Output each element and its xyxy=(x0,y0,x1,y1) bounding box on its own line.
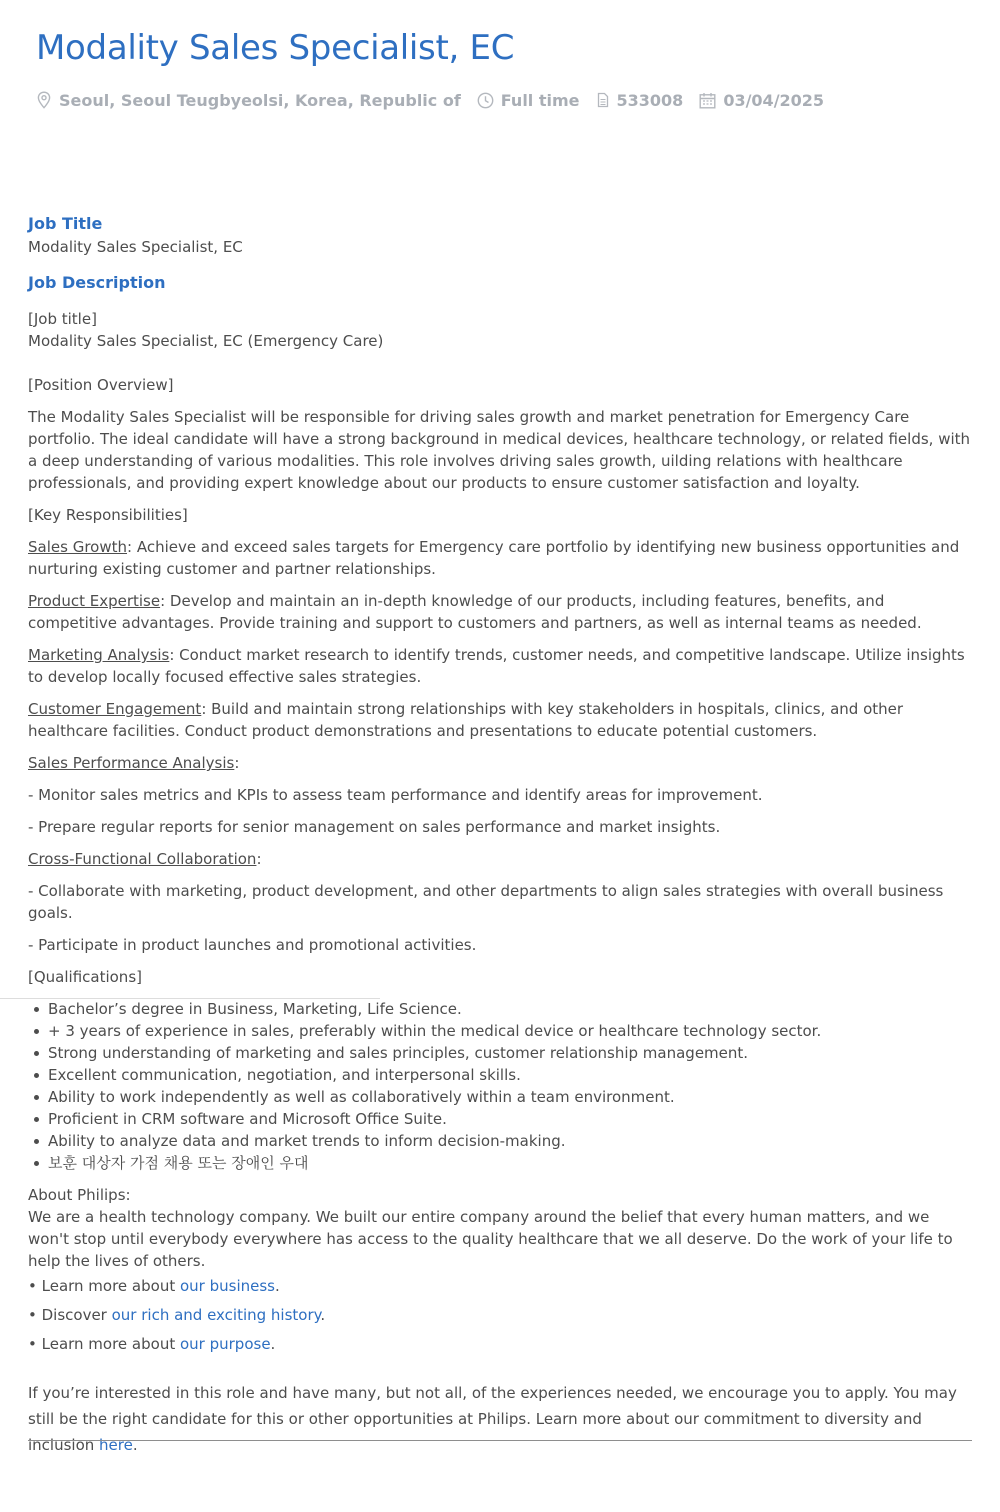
qualifications-label: [Qualifications] xyxy=(28,968,142,986)
responsibility-text: : Conduct market research to identify trends, customer needs, and competitive landscape. Utilize insights to develop locally focused effective sales strategies. xyxy=(28,646,965,686)
learn-more-prefix: • Discover xyxy=(28,1306,112,1324)
job-title-full: Modality Sales Specialist, EC (Emergency Care) xyxy=(28,332,384,350)
calendar-icon xyxy=(699,92,716,109)
learn-more-suffix: . xyxy=(274,1277,280,1295)
learn-more-suffix: . xyxy=(320,1306,326,1324)
learn-more-prefix: • Learn more about xyxy=(28,1277,180,1295)
responsibility-item xyxy=(28,698,972,742)
qualification-item: Strong understanding of marketing and sales principles, customer relationship management. xyxy=(28,1042,972,1064)
position-overview-text: The Modality Sales Specialist will be responsible for driving sales growth and market penetration for Emergency Care portfolio. The ideal candidate will have a strong background in medical devices, healthcare technology, or related fields, with a deep understanding of various modalities. This role involves driving sales growth, uilding relations with healthcare professionals, and providing expert knowledge about our products to ensure customer satisfaction and loyalty. xyxy=(28,408,971,492)
meta-employment-type-text: Full time xyxy=(500,90,580,110)
sales-performance-item: - Monitor sales metrics and KPIs to assess team performance and identify areas for improvement. xyxy=(28,786,763,804)
meta-location-text: Seoul, Seoul Teugbyeolsi, Korea, Republic of xyxy=(59,90,461,110)
position-overview-label: [Position Overview] xyxy=(28,376,174,394)
qualification-item: Ability to work independently as well as collaboratively within a team environment. xyxy=(28,1086,972,1108)
responsibility-text: : Develop and maintain an in-depth knowledge of our products, including features, benefits, and competitive advantages. Provide training and support to customers and partners, as well as internal teams as needed. xyxy=(28,592,922,632)
closing-text: If you’re interested in this role and have many, but not all, of the experiences needed, we encourage you to apply. You may still be the right candidate for this or other opportunities at Philips. Learn more about our commitment to diversity and inclusion xyxy=(28,1384,957,1454)
cross-functional-item: - Collaborate with marketing, product development, and other departments to align sales strategies with overall business goals. xyxy=(28,882,944,922)
meta-date-text: 03/04/2025 xyxy=(723,90,825,110)
job-meta-row xyxy=(36,88,840,112)
responsibility-text: : Achieve and exceed sales targets for Emergency care portfolio by identifying new business opportunities and nurturing existing customer and partner relationships. xyxy=(28,538,960,578)
closing-suffix: . xyxy=(132,1436,138,1454)
qualification-item: Excellent communication, negotiation, and interpersonal skills. xyxy=(28,1064,972,1086)
responsibility-term: Customer Engagement xyxy=(28,700,202,718)
meta-job-id xyxy=(596,91,684,110)
meta-location xyxy=(36,91,461,110)
location-pin-icon xyxy=(36,91,52,109)
learn-more-prefix: • Learn more about xyxy=(28,1335,180,1353)
learn-more-item xyxy=(28,1333,972,1355)
sales-performance-heading xyxy=(28,752,972,774)
responsibility-item xyxy=(28,590,972,634)
qualifications-list xyxy=(28,998,972,1174)
bottom-divider xyxy=(28,1440,972,1441)
closing-paragraph xyxy=(28,1380,972,1458)
job-title-value: Modality Sales Specialist, EC xyxy=(28,238,243,256)
responsibility-term: Product Expertise xyxy=(28,592,161,610)
qualification-item: 보훈 대상자 가점 채용 또는 장애인 우대 xyxy=(28,1152,972,1174)
responsibility-text: : Build and maintain strong relationships with key stakeholders in hospitals, clinics, and other healthcare facilities. Conduct product demonstrations and presentations to educate potential customers. xyxy=(28,700,904,740)
learn-more-item xyxy=(28,1304,972,1326)
clock-icon xyxy=(477,92,494,109)
responsibility-term: Marketing Analysis xyxy=(28,646,170,664)
learn-more-suffix: . xyxy=(270,1335,276,1353)
history-link[interactable]: our rich and exciting history xyxy=(111,1306,321,1324)
sales-performance-term: Sales Performance Analysis xyxy=(28,754,235,772)
qualification-item: Bachelor’s degree in Business, Marketing, Life Science. xyxy=(28,998,972,1020)
cross-functional-suffix: : xyxy=(256,850,262,868)
meta-job-id-text: 533008 xyxy=(616,90,684,110)
overlay-line xyxy=(0,998,380,999)
responsibility-item xyxy=(28,644,972,688)
cross-functional-heading xyxy=(28,848,972,870)
sales-performance-suffix: : xyxy=(234,754,240,772)
job-title-label: [Job title] xyxy=(28,310,97,328)
our-business-link[interactable]: our business xyxy=(179,1277,275,1295)
learn-more-list xyxy=(28,1275,972,1355)
learn-more-item xyxy=(28,1275,972,1297)
job-description-heading: Job Description xyxy=(28,273,166,292)
our-purpose-link[interactable]: our purpose xyxy=(179,1335,271,1353)
job-title-heading: Job Title xyxy=(28,214,103,233)
about-heading: About Philips: xyxy=(28,1186,131,1204)
job-content xyxy=(28,212,972,1458)
sales-performance-item: - Prepare regular reports for senior management on sales performance and market insights. xyxy=(28,818,721,836)
cross-functional-term: Cross-Functional Collaboration xyxy=(28,850,257,868)
qualification-item: Ability to analyze data and market trends to inform decision-making. xyxy=(28,1130,972,1152)
responsibility-item xyxy=(28,536,972,580)
qualification-item: + 3 years of experience in sales, preferably within the medical device or healthcare technology sector. xyxy=(28,1020,972,1042)
key-responsibilities-label: [Key Responsibilities] xyxy=(28,506,188,524)
page-title: Modality Sales Specialist, EC xyxy=(36,28,515,68)
meta-employment-type xyxy=(477,91,580,110)
meta-date xyxy=(699,91,824,110)
about-text: We are a health technology company. We built our entire company around the belief that every human matters, and we won't stop until everybody everywhere has access to the quality healthcare that we all deserve. Do the work of your life to help the lives of others. xyxy=(28,1208,953,1270)
responsibility-term: Sales Growth xyxy=(28,538,127,556)
job-title-block xyxy=(28,308,972,352)
qualification-item: Proficient in CRM software and Microsoft Office Suite. xyxy=(28,1108,972,1130)
diversity-inclusion-link[interactable]: here xyxy=(99,1436,133,1454)
cross-functional-item: - Participate in product launches and promotional activities. xyxy=(28,936,477,954)
document-icon xyxy=(596,92,610,108)
